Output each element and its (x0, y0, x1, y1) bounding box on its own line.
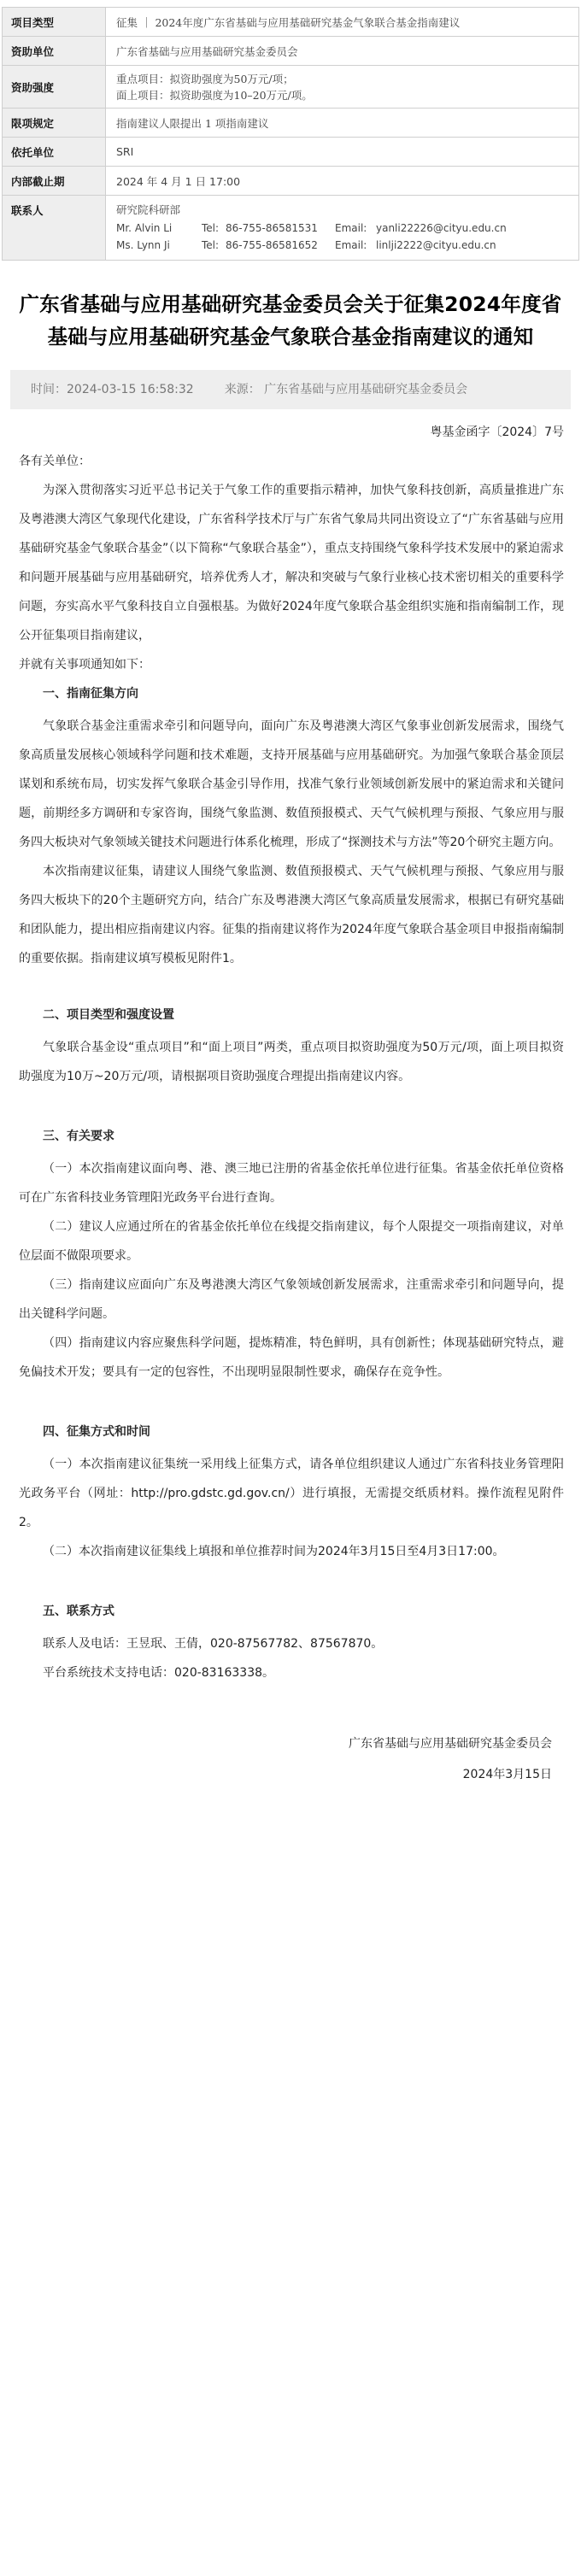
value-funding-unit: 广东省基础与应用基础研究基金委员会 (106, 37, 579, 66)
label-funding-unit: 资助单位 (3, 37, 106, 66)
article-title: 广东省基础与应用基础研究基金委员会关于征集2024年度省基础与应用基础研究基金气象联合基金指南建议的通知 (19, 292, 562, 349)
value-internal-deadline: 2024 年 4 月 1 日 17:00 (106, 167, 579, 196)
signature-block (19, 1732, 564, 1787)
label-funding-amount: 资助强度 (3, 66, 106, 109)
section-3-paragraph: （三）指南建议应面向广东及粤港澳大湾区气象领域创新发展需求，注重需求牵引和问题导向，提出关键科学问题。 (19, 1278, 564, 1321)
contact-name: Ms. Lynn Ji (116, 238, 170, 251)
document-number: 粤基金函字〔2024〕7号 (430, 425, 564, 439)
contact-dept: 研究院科研部 (116, 202, 181, 216)
contact-email-link[interactable]: yanli22226@cityu.edu.cn (376, 221, 507, 234)
funding-general-project: 面上项目：拟资助强度为10–20万元/项。 (116, 88, 313, 102)
funding-key-project: 重点项目：拟资助强度为50万元/项； (116, 72, 294, 85)
label-limit-rule: 限项规定 (3, 109, 106, 138)
section-2-paragraph: 气象联合基金设“重点项目”和“面上项目”两类，重点项目拟资助强度为50万元/项，面上项目拟资助强度为10万~20万元/项，请根据项目资助强度合理提出指南建议内容。 (19, 1041, 564, 1083)
section-4-paragraph: （二）本次指南建议征集线上填报和单位推荐时间为2024年3月15日至4月3日17:00。 (43, 1545, 505, 1558)
section-1-paragraph: 本次指南建议征集，请建议人围绕气象监测、数值预报模式、天气气候机理与预报、气象应用与服务四大板块下的20个主题研究方向，结合广东及粤港澳大湾区气象高质量发展需求，根据已有研究基础和团队能力，提出相应指南建议内容。征集的指南建议将作为2024年度气象联合基金项目申报指南编制的重要依据。指南建议填写模板见附件1。 (19, 865, 564, 965)
contact-tel: 86-755-86581652 (226, 238, 318, 251)
row-limit-rule (3, 109, 579, 138)
section-1-heading: 一、指南征集方向 (43, 687, 138, 701)
intro-ending: 并就有关事项通知如下： (19, 658, 150, 672)
row-internal-deadline (3, 167, 579, 196)
signing-date: 2024年3月15日 (462, 1768, 552, 1781)
row-project-type (3, 8, 579, 37)
section-3-heading: 三、有关要求 (43, 1130, 114, 1143)
section-2-heading: 二、项目类型和强度设置 (43, 1008, 174, 1022)
label-project-type: 项目类型 (3, 8, 106, 37)
value-host-unit: SRI (106, 138, 579, 167)
row-funding-amount (3, 66, 579, 109)
intro-paragraph: 为深入贯彻落实习近平总书记关于气象工作的重要指示精神，加快气象科技创新，高质量推进广东及粤港澳大湾区气象现代化建设，广东省科学技术厅与广东省气象局共同出资设立了“广东省基础与应用基础研究基金气象联合基金”（以下简称“气象联合基金”），重点支持围绕气象科学技术发展中的紧迫需求和问题开展基础与应用基础研究，培养优秀人才，解决和突破与气象行业核心技术密切相关的重要科学问题，夯实高水平气象科技自立自强根基。为做好2024年度气象联合基金组织实施和指南编制工作，现公开征集项目指南建议， (19, 484, 564, 643)
article-meta-bar (10, 370, 571, 409)
value-project-type: 征集 ｜ 2024年度广东省基础与应用基础研究基金气象联合基金指南建议 (106, 8, 579, 37)
salutation: 各有关单位： (19, 455, 91, 468)
label-internal-deadline: 内部截止期 (3, 167, 106, 196)
section-1-paragraph: 气象联合基金注重需求牵引和问题导向，面向广东及粤港澳大湾区气象事业创新发展需求，围绕气象高质量发展核心领域科学问题和技术难题，支持开展基础与应用基础研究。为加强气象联合基金顶层谋划和系统布局，切实发挥气象联合基金引导作用，找准气象行业领域创新发展中的紧迫需求和关键问题，前期经多方调研和专家咨询，围绕气象监测、数值预报模式、天气气候机理与预报、气象应用与服务四大板块对气象领域关键技术问题进行体系化梳理，形成了“探测技术与方法”等20个研究主题方向。 (19, 719, 564, 849)
value-limit-rule: 指南建议人限提出 1 项指南建议 (106, 109, 579, 138)
row-funding-unit (3, 37, 579, 66)
article-body (0, 447, 581, 1787)
section-3-paragraph: （四）指南建议内容应聚焦科学问题，提炼精准，特色鲜明，具有创新性；体现基础研究特点，避免偏技术开发；要具有一定的包容性，不出现明显限制性要求，确保存在竞争性。 (19, 1336, 564, 1379)
value-funding-amount (106, 66, 579, 109)
contact-tel-label: Tel: (202, 221, 220, 234)
contact-name: Mr. Alvin Li (116, 221, 173, 234)
contact-list (116, 220, 568, 254)
contact-email-label: Email: (335, 238, 367, 251)
tech-support-phone: 平台系统技术支持电话：020-83163338。 (43, 1666, 275, 1680)
label-contact: 联系人 (3, 196, 106, 261)
row-host-unit (3, 138, 579, 167)
value-contact (106, 196, 579, 261)
contact-persons: 联系人及电话：王昱珉、王倩，020-87567782、87567870。 (43, 1637, 384, 1651)
label-host-unit: 依托单位 (3, 138, 106, 167)
contact-tel-label: Tel: (202, 238, 220, 251)
contact-email-link[interactable]: linlji2222@cityu.edu.cn (376, 238, 496, 251)
contact-row (116, 220, 568, 237)
section-4-heading: 四、征集方式和时间 (43, 1425, 150, 1439)
publish-time: 时间：2024-03-15 16:58:32 (31, 383, 194, 396)
contact-tel: 86-755-86581531 (226, 221, 318, 234)
section-3-paragraph: （二）建议人应通过所在的省基金依托单位在线提交指南建议，每个人限提交一项指南建议，对单位层面不做限项要求。 (19, 1220, 564, 1263)
contact-email-label: Email: (335, 221, 367, 234)
contact-row (116, 237, 568, 254)
section-3-paragraph: （一）本次指南建议面向粤、港、澳三地已注册的省基金依托单位进行征集。省基金依托单位资格可在广东省科技业务管理阳光政务平台进行查询。 (19, 1162, 564, 1205)
section-4-paragraph: （一）本次指南建议征集统一采用线上征集方式，请各单位组织建议人通过广东省科技业务管理阳光政务平台（网址：http://pro.gdstc.gd.gov.cn/）进行填报，无需提交纸质材料。操作流程见附件2。 (19, 1458, 564, 1529)
signing-organization: 广东省基础与应用基础研究基金委员会 (349, 1737, 552, 1751)
project-info-table (2, 7, 579, 261)
row-contact (3, 196, 579, 261)
article-source: 来源： 广东省基础与应用基础研究基金委员会 (224, 383, 468, 396)
section-5-heading: 五、联系方式 (43, 1605, 114, 1618)
